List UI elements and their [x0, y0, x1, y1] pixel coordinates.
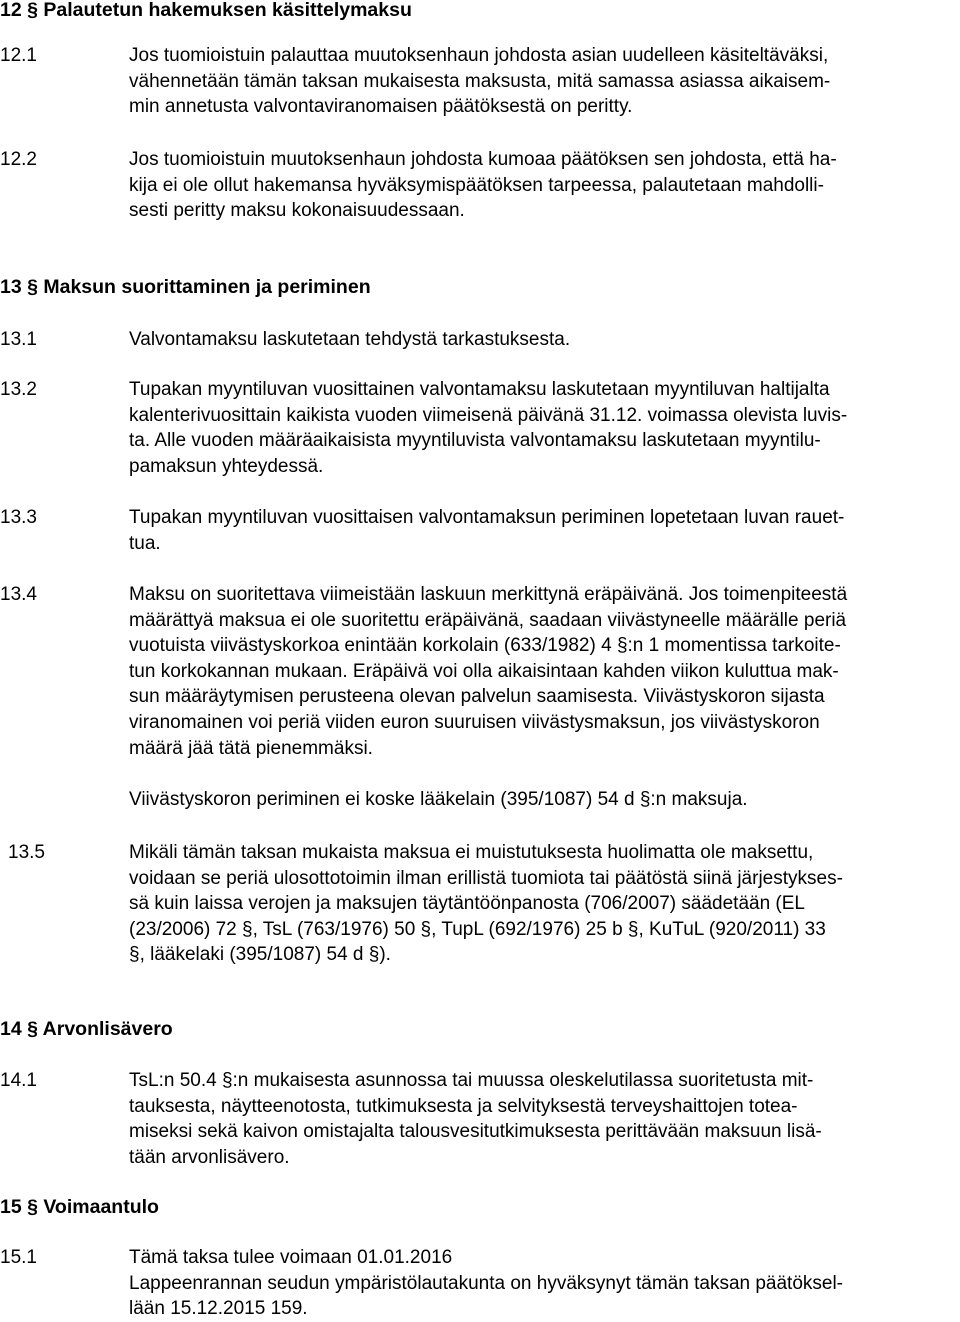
- section-heading-14: 14 § Arvonlisävero: [0, 1018, 173, 1040]
- item-number-14-1: 14.1: [0, 1070, 37, 1091]
- item-number-15-1: 15.1: [0, 1247, 37, 1268]
- paragraph-13-2: Tupakan myyntiluvan vuosittainen valvontamaksu laskutetaan myyntiluvan haltijalta kalenterivuosittain kaikista vuoden viimeisenä päivänä 31.12. voimassa olevista luvis- ta. Alle vuoden määräaikaisista myyntiluvista valvontamaksu laskutetaan myyntilu- pamaksun yhteydessä.: [129, 379, 848, 477]
- item-number-13-3: 13.3: [0, 507, 37, 528]
- item-number-13-5: 13.5: [8, 842, 45, 863]
- section-heading-13: 13 § Maksun suorittaminen ja periminen: [0, 276, 371, 298]
- paragraph-13-3: Tupakan myyntiluvan vuosittaisen valvontamaksun periminen lopetetaan luvan rauet- tua.: [129, 507, 845, 554]
- item-number-13-4: 13.4: [0, 584, 37, 605]
- paragraph-14-1: TsL:n 50.4 §:n mukaisesta asunnossa tai muussa oleskelutilassa suoritetusta mit- tauksesta, näytteenotosta, tutkimuksesta ja selvityksestä terveyshaittojen totea- miseksi sekä kaivon omistajalta talousvesitutkimuksesta perittävään maksuun lisä- tään arvonlisävero.: [129, 1070, 822, 1168]
- item-number-12-1: 12.1: [0, 45, 37, 66]
- paragraph-13-5: Mikäli tämän taksan mukaista maksua ei muistutuksesta huolimatta ole maksettu, voidaan se periä ulosottotoimin ilman erillistä tuomiota tai päätöstä siinä järjestykses- sä kuin laissa verojen ja maksujen täytäntöönpanosta (706/2007) säädetään (EL (23/2006) 72 §, TsL (763/1976) 50 §, TupL (692/1976) 25 b §, KuTuL (920/2011) 33 §, lääkelaki (395/1087) 54 d §).: [129, 842, 843, 966]
- section-heading-15: 15 § Voimaantulo: [0, 1196, 159, 1218]
- paragraph-13-4: Maksu on suoritettava viimeistään laskuun merkittynä eräpäivänä. Jos toimenpiteestä määrättyä maksua ei ole suoritettu eräpäivänä, saadaan viivästyneelle määrälle periä vuotuista viivästyskorkoa enintään korkolain (633/1982) 4 §:n 1 momentissa tarkoite- tun korkokannan mukaan. Eräpäivä voi olla aikaisintaan kahden viikon kuluttua mak- sun määräytymisen perusteena olevan palvelun saamisesta. Viivästyskoron sijasta viranomainen voi periä viiden euron suuruisen viivästysmaksun, jos viivästyskoron määrä jää tätä pienemmäksi.: [129, 584, 848, 759]
- item-number-12-2: 12.2: [0, 149, 37, 170]
- paragraph-13-1: Valvontamaksu laskutetaan tehdystä tarkastuksesta.: [129, 329, 571, 350]
- paragraph-13-4-note: Viivästyskoron periminen ei koske lääkelain (395/1087) 54 d §:n maksuja.: [129, 789, 748, 810]
- item-number-13-1: 13.1: [0, 329, 37, 350]
- item-number-13-2: 13.2: [0, 379, 37, 400]
- paragraph-12-1: Jos tuomioistuin palauttaa muutoksenhaun johdosta asian uudelleen käsiteltäväksi, vähennetään tämän taksan mukaisesta maksusta, mitä samassa asiassa aikaisem- min annetusta valvontaviranomaisen päätöksestä on peritty.: [129, 45, 831, 118]
- paragraph-12-2: Jos tuomioistuin muutoksenhaun johdosta kumoaa päätöksen sen johdosta, että ha- kija ei ole ollut hakemansa hyväksymispäätöksen tarpeessa, palautetaan mahdolli- sesti peritty maksu kokonaisuudessaan.: [129, 149, 837, 222]
- paragraph-15-1: Tämä taksa tulee voimaan 01.01.2016 Lappeenrannan seudun ympäristölautakunta on hyväksynyt tämän taksan päätöksel- lään 15.12.2015 159.: [129, 1247, 844, 1320]
- section-heading-12: 12 § Palautetun hakemuksen käsittelymaksu: [0, 0, 412, 21]
